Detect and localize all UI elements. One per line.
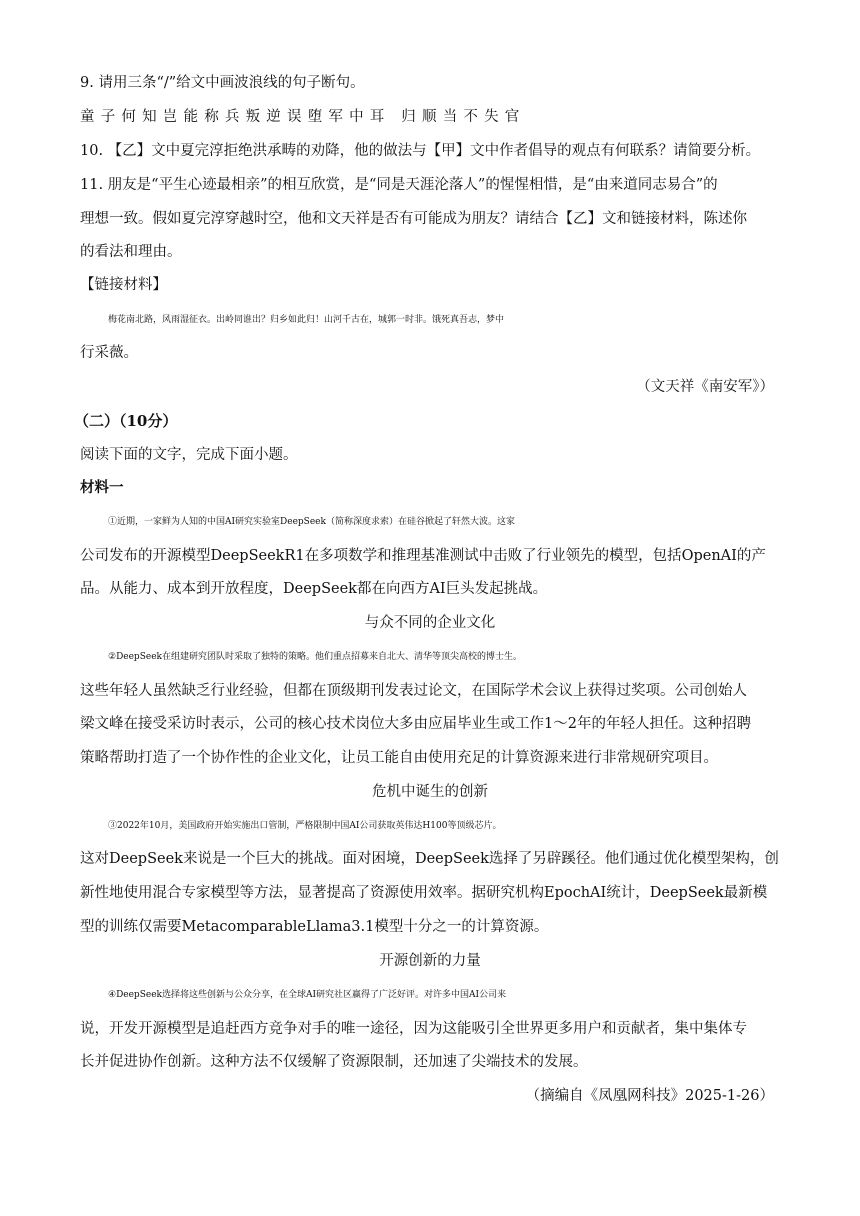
article-source: （摘编自《凤凰网科技》2025-1-26） xyxy=(525,1088,774,1104)
link-material-header: 【链接材料】 xyxy=(80,277,167,293)
paragraph-4-line-3: 长并促进协作创新。这种方法不仅缓解了资源限制，还加速了尖端技术的发展。 xyxy=(80,1054,588,1070)
poem-line-1: 梅花南北路，风雨湿征衣。出岭同谁出？归乡如此归！山河千古在，城郭一时非。饿死真吾志，梦中 xyxy=(108,315,505,325)
question-11-line-2: 理想一致。假如夏完淳穿越时空，他和文天祥是否有可能成为朋友？请结合【乙】文和链接材料，陈述你 xyxy=(80,211,747,227)
paragraph-1-line-2: 公司发布的开源模型DeepSeekR1在多项数学和推理基准测试中击败了行业领先的模型，包括OpenAI的产 xyxy=(80,548,766,564)
paragraph-2-line-4: 策略帮助打造了一个协作性的企业文化，让员工能自由使用充足的计算资源来进行非常规研究项目。 xyxy=(80,750,718,766)
subheading-2: 危机中诞生的创新 xyxy=(372,784,488,800)
paragraph-3-line-1: ③2022年10月，美国政府开始实施出口管制，严格限制中国AI公司获取英伟达H100等顶级芯片。 xyxy=(108,821,502,831)
question-11-line-3: 的看法和理由。 xyxy=(80,244,182,260)
paragraph-3-line-3: 新性地使用混合专家模型等方法，显著提高了资源使用效率。据研究机构EpochAI统计，DeepSeek最新模 xyxy=(80,885,768,901)
subheading-1: 与众不同的企业文化 xyxy=(364,615,496,631)
paragraph-3-line-4: 型的训练仅需要MetacomparableLlama3.1模型十分之一的计算资源。 xyxy=(80,919,549,935)
question-9: 9. 请用三条“/”给文中画波浪线的句子断句。 xyxy=(80,75,365,91)
paragraph-2-line-1: ②DeepSeek在组建研究团队时采取了独特的策略。他们重点招募来自北大、清华等顶尖高校的博士生。 xyxy=(108,652,522,662)
paragraph-3-line-2: 这对DeepSeek来说是一个巨大的挑战。面对困境，DeepSeek选择了另辟蹊径。他们通过优化模型架构，创 xyxy=(80,851,779,867)
paragraph-1-line-3: 品。从能力、成本到开放程度，DeepSeek都在向西方AI巨头发起挑战。 xyxy=(80,581,548,597)
question-11-line-1: 11. 朋友是“平生心迹最相亲”的相互欣赏，是“同是天涯沦落人”的惺惺相惜，是“由来道同志易合”的 xyxy=(80,177,718,193)
paragraph-4-line-2: 说，开发开源模型是追赶西方竞争对手的唯一途径，因为这能吸引全世界更多用户和贡献者，集中集体专 xyxy=(80,1021,747,1037)
section-2-instruction: 阅读下面的文字，完成下面小题。 xyxy=(80,447,298,463)
question-10: 10. 【乙】文中夏完淳拒绝洪承畴的劝降，他的做法与【甲】文中作者倡导的观点有何联系？请简要分析。 xyxy=(80,143,761,159)
material-1-title: 材料一 xyxy=(80,479,124,496)
paragraph-2-line-3: 梁文峰在接受采访时表示，公司的核心技术岗位大多由应届毕业生或工作1～2年的年轻人担任。这种招聘 xyxy=(80,716,751,732)
question-9-sentence: 童子何知岂能称兵叛逆误堕军中耳 归顺当不失官 xyxy=(80,109,526,125)
paragraph-1-line-1: ①近期，一家鲜为人知的中国AI研究实验室DeepSeek（简称深度求索）在硅谷掀起了轩然大波。这家 xyxy=(108,517,515,527)
section-2-title: （二）（10分） xyxy=(74,412,178,430)
poem-line-2: 行采薇。 xyxy=(80,345,138,361)
subheading-3: 开源创新的力量 xyxy=(379,953,481,969)
paragraph-4-line-1: ④DeepSeek选择将这些创新与公众分享，在全球AI研究社区赢得了广泛好评。对许多中国AI公司来 xyxy=(108,990,507,1000)
paragraph-2-line-2: 这些年轻人虽然缺乏行业经验，但都在顶级期刊发表过论文，在国际学术会议上获得过奖项。公司创始人 xyxy=(80,683,747,699)
poem-source: （文天祥《南安军》） xyxy=(636,379,774,395)
